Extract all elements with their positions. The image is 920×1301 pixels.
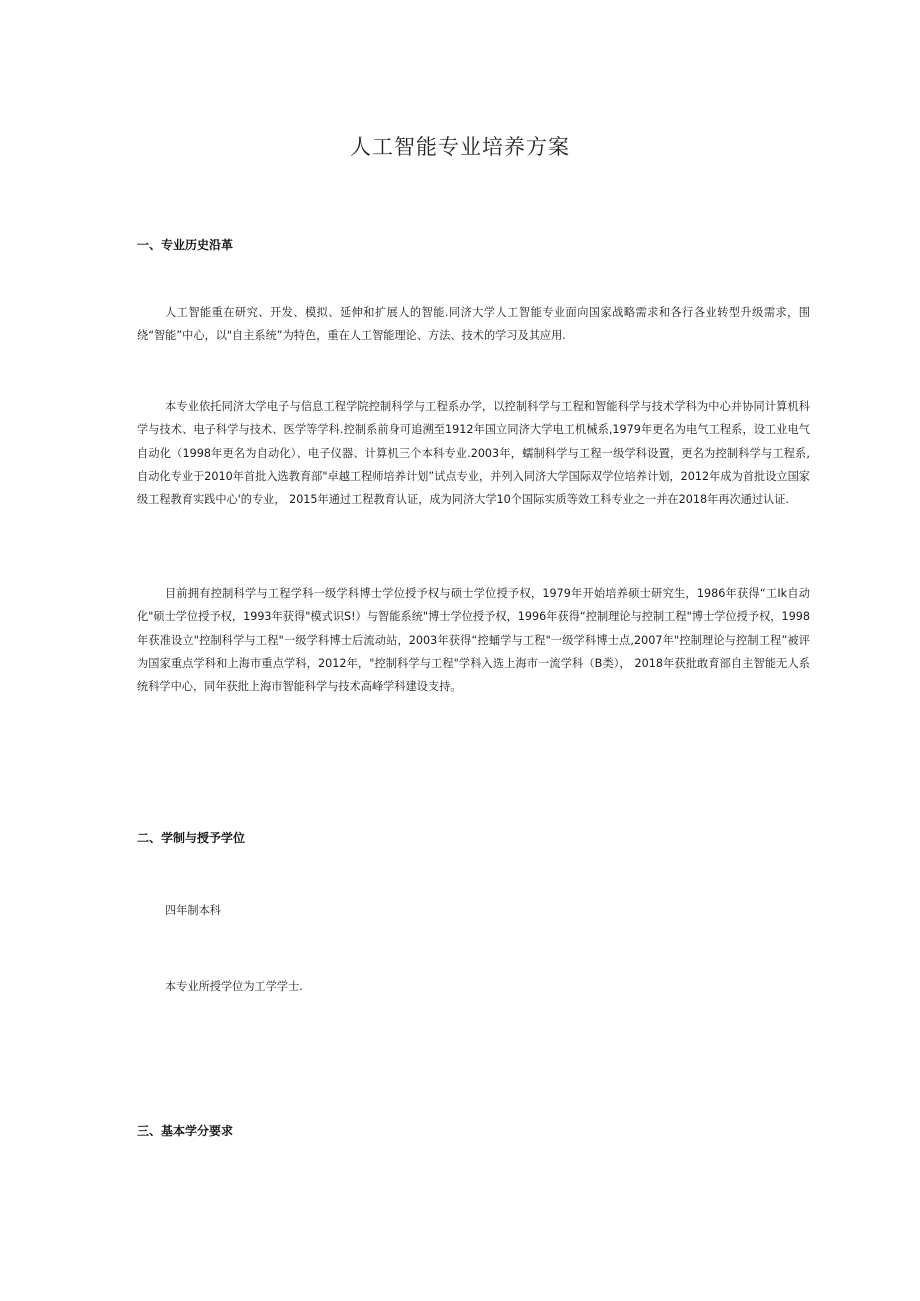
section-heading-degree: 二、学制与授予学位 — [137, 831, 246, 845]
document-title: 人工智能专业培养方案 — [350, 135, 570, 159]
text-program-length: 四年制本科 — [165, 904, 221, 917]
text-degree-awarded: 本专业所授学位为工学学士. — [165, 980, 303, 993]
section-heading-history: 一、专业历史沿革 — [137, 238, 234, 252]
section-heading-credits: 三、基本学分要求 — [137, 1124, 234, 1138]
paragraph-history-degrees: 目前拥有控制科学与工程学科一级学科博士学位授予权与硕士学位授予权，1979年开始培养硕士研究生，1986年获得“工Ik自动化"硕士学位授予权，1993年获得"模式识S!）与智能系统"博士学位授予权，1996年获得“控制理论与控制工程"博士学位授予权，1998年获准设立"控制科学与工程"一级学科博士后流动站，2003年获得“控蛹学与工程"一级学科博士点,2007年"控制理论与控制工程”被评为国家重点学科和上海市重点学科，2012年，"控制科学与工程"学科入选上海市一流学科（B类）， 2018年获批敢育部自主智能无人系统科学中心，同年获批上海市智能科学与技术高峰学科建设支持。 — [137, 587, 810, 694]
paragraph-history-department: 本专业依托同济大学电子与信息工程学院控制科学与工程系办学，以控制科学与工程和智能科学与技术学科为中心并协同计算机科学与技术、电子科学与技术、医学等学科.控制系前身可追溯至1912年国立同济大学电工机械系,1979年更名为电气工程系，设工业电气自动化（1998年更名为自动化）、电子仪器、计算机三个本科专业.2003年，蠕制科学与工程一级学科设置，更名为控制科学与工程系,自动化专业于2010年首批入选教育部"卓越工程师培养计划”试点专业，并列入同济大学国际双学位培养计划，2012年成为首批设立国家级工程教育实践中心'的专业， 2015年通过工程教育认证，成为同济大学10个国际实质等效工科专业之一并在2018年再次通过认证. — [137, 400, 810, 507]
paragraph-history-intro: 人工智能重在研究、开发、模拟、延伸和扩展人的智能.同济大学人工智能专业面向国家战略需求和各行各业转型升级需求，围绕“智能”中心，以"自主系统”为特色，重在人工智能理论、方法、技术的学习及其应用. — [137, 306, 810, 343]
